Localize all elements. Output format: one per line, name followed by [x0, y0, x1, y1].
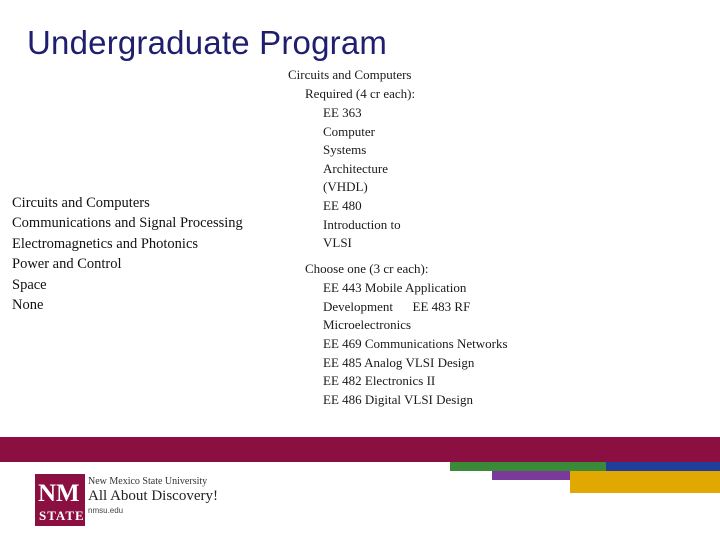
elective-line: Development EE 483 RF: [323, 299, 471, 314]
section-heading: Circuits and Computers: [288, 67, 412, 82]
university-name: New Mexico State University: [88, 476, 208, 487]
footer-band: [0, 437, 720, 462]
course-title-line: Systems: [323, 142, 367, 157]
elective-line: EE 482 Electronics II: [323, 373, 436, 388]
gold-stripe: [570, 471, 720, 493]
course-title-line: Architecture: [323, 161, 388, 176]
tagline: All About Discovery!: [88, 488, 218, 504]
list-item: Communications and Signal Processing: [12, 215, 243, 232]
course-code: EE 480: [323, 198, 362, 213]
area-list: [12, 193, 243, 315]
list-item: Circuits and Computers: [12, 195, 150, 211]
required-label: Required (4 cr each):: [305, 86, 416, 101]
svg-text:STATE: STATE: [39, 508, 85, 523]
elective-line: EE 443 Mobile Application: [323, 280, 467, 295]
list-item: Power and Control: [12, 256, 122, 273]
slide-title: Undergraduate Program: [27, 24, 388, 61]
blue-stripe: [606, 462, 720, 471]
url: nmsu.edu: [88, 506, 124, 515]
list-item: None: [12, 297, 44, 314]
course-code: EE 363: [323, 105, 362, 120]
elective-line: EE 485 Analog VLSI Design: [323, 355, 475, 370]
elective-line: Microelectronics: [323, 317, 412, 332]
choose-label: Choose one (3 cr each):: [305, 261, 429, 276]
svg-text:NM: NM: [38, 480, 80, 507]
elective-line: EE 486 Digital VLSI Design: [323, 392, 473, 407]
course-title-line: Introduction to: [323, 217, 401, 232]
purple-stripe: [492, 471, 570, 480]
green-stripe: [450, 462, 606, 471]
list-item: Electromagnetics and Photonics: [12, 235, 199, 252]
elective-line: EE 469 Communications Networks: [323, 336, 508, 351]
course-title-line: Computer: [323, 124, 375, 139]
list-item: Space: [12, 276, 47, 293]
course-title-line: VLSI: [323, 235, 352, 250]
course-title-line: (VHDL): [323, 179, 368, 194]
